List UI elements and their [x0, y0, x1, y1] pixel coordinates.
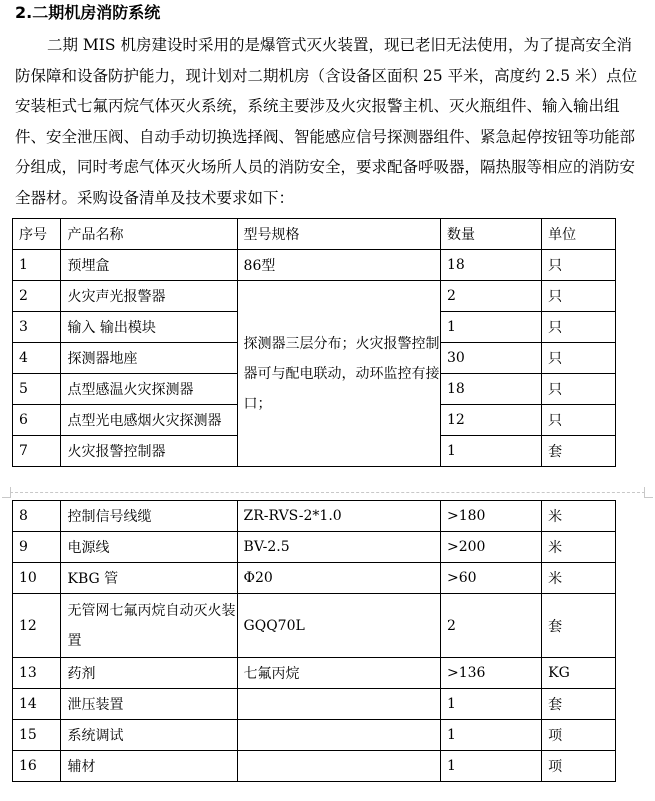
cell-spec: 86型 [237, 250, 440, 281]
cell-unit: 只 [542, 281, 616, 312]
cell-unit: 只 [542, 312, 616, 343]
cell-no: 13 [13, 658, 61, 689]
section-title: 2.二期机房消防系统 [15, 3, 161, 22]
cell-qty: 2 [440, 594, 541, 658]
cell-qty: 1 [440, 720, 541, 751]
header-qty: 数量 [440, 219, 541, 250]
cell-no: 6 [13, 405, 61, 436]
page-corner-mark-left [2, 487, 11, 498]
cell-name: 火灾声光报警器 [61, 281, 237, 312]
cell-no: 1 [13, 250, 61, 281]
cell-unit: 米 [542, 563, 616, 594]
cell-no: 2 [13, 281, 61, 312]
description-paragraph [15, 30, 640, 213]
cell-name: 辅材 [61, 751, 237, 782]
cell-no: 12 [13, 594, 61, 658]
cell-qty: 30 [440, 343, 541, 374]
page-break-line [10, 492, 645, 493]
cell-name: 系统调试 [61, 720, 237, 751]
table-row [13, 281, 616, 312]
cell-spec [237, 689, 440, 720]
cell-name: 探测器地座 [61, 343, 237, 374]
cell-name: 无管网七氟丙烷自动灭火装置 [61, 594, 237, 658]
cell-qty: 1 [440, 689, 541, 720]
table-row [13, 563, 616, 594]
page-break-separator [0, 487, 655, 499]
cell-qty: 12 [440, 405, 541, 436]
cell-qty: >180 [440, 501, 541, 532]
cell-unit: 项 [542, 751, 616, 782]
cell-unit: 米 [542, 501, 616, 532]
cell-unit: 只 [542, 405, 616, 436]
cell-unit: 米 [542, 532, 616, 563]
cell-no: 9 [13, 532, 61, 563]
cell-spec: Φ20 [237, 563, 440, 594]
cell-qty: 1 [440, 751, 541, 782]
cell-unit: 套 [542, 436, 616, 467]
cell-no: 16 [13, 751, 61, 782]
cell-name: KBG 管 [61, 563, 237, 594]
cell-name: 控制信号线缆 [61, 501, 237, 532]
page-corner-mark-right [644, 487, 653, 498]
cell-spec-merged: 探测器三层分布；火灾报警控制器可与配电联动，动环监控有接口； [237, 281, 440, 467]
table-row [13, 594, 616, 658]
header-spec: 型号规格 [237, 219, 440, 250]
cell-qty: 18 [440, 250, 541, 281]
cell-qty: 2 [440, 281, 541, 312]
header-name: 产品名称 [61, 219, 237, 250]
equipment-table-part2 [12, 500, 616, 782]
cell-no: 10 [13, 563, 61, 594]
cell-unit: 只 [542, 250, 616, 281]
cell-unit: 只 [542, 343, 616, 374]
cell-name: 火灾报警控制器 [61, 436, 237, 467]
table-row [13, 501, 616, 532]
cell-unit: KG [542, 658, 616, 689]
cell-name: 电源线 [61, 532, 237, 563]
cell-name: 预埋盒 [61, 250, 237, 281]
cell-qty: >136 [440, 658, 541, 689]
cell-spec: ZR-RVS-2*1.0 [237, 501, 440, 532]
table-row [13, 689, 616, 720]
cell-no: 14 [13, 689, 61, 720]
cell-no: 5 [13, 374, 61, 405]
cell-unit: 套 [542, 689, 616, 720]
cell-spec [237, 751, 440, 782]
cell-qty: >200 [440, 532, 541, 563]
cell-spec: BV-2.5 [237, 532, 440, 563]
header-no: 序号 [13, 219, 61, 250]
cell-qty: 1 [440, 312, 541, 343]
equipment-table-part1 [12, 218, 616, 467]
cell-qty: 18 [440, 374, 541, 405]
cell-no: 7 [13, 436, 61, 467]
table-header-row [13, 219, 616, 250]
cell-name: 泄压装置 [61, 689, 237, 720]
cell-qty: >60 [440, 563, 541, 594]
cell-no: 3 [13, 312, 61, 343]
table-row [13, 751, 616, 782]
cell-no: 8 [13, 501, 61, 532]
cell-spec: GQQ70L [237, 594, 440, 658]
cell-spec: 七氟丙烷 [237, 658, 440, 689]
cell-name: 点型感温火灾探测器 [61, 374, 237, 405]
table-row [13, 532, 616, 563]
table-row [13, 720, 616, 751]
cell-no: 4 [13, 343, 61, 374]
cell-name: 药剂 [61, 658, 237, 689]
cell-qty: 1 [440, 436, 541, 467]
cell-unit: 只 [542, 374, 616, 405]
cell-spec [237, 720, 440, 751]
cell-unit: 套 [542, 594, 616, 658]
cell-no: 15 [13, 720, 61, 751]
table-row [13, 658, 616, 689]
header-unit: 单位 [542, 219, 616, 250]
cell-name: 输入 输出模块 [61, 312, 237, 343]
cell-unit: 项 [542, 720, 616, 751]
cell-name: 点型光电感烟火灾探测器 [61, 405, 237, 436]
paragraph-text: 二期 MIS 机房建设时采用的是爆管式灭火装置，现已老旧无法使用，为了提高安全消防保障和设备防护能力，现计划对二期机房（含设备区面积 25 平米，高度约 2.5 米）点位安装柜式七氟丙烷气体灭火系统，系统主要涉及火灾报警主机、灭火瓶组件、输入输出组件、安全泄压阀、自动手动切换选择阀、智能感应信号探测器组件、紧急起停按钮等功能部分组成，同时考虑气体灭火场所人员的消防安全，要求配备呼吸器，隔热服等相应的消防安全器材。采购设备清单及技术要求如下： [15, 36, 638, 207]
table-row [13, 250, 616, 281]
